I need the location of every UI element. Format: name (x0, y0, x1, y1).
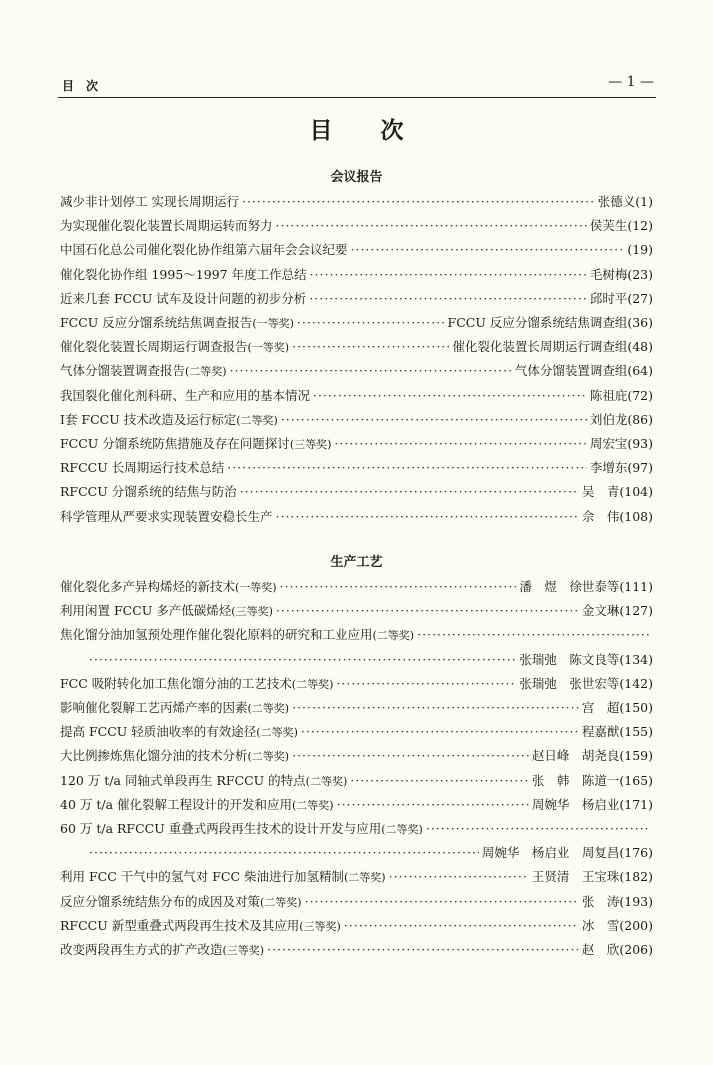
toc-entry-author-page: 张 涛(193) (581, 893, 653, 909)
leader-dots (350, 771, 529, 791)
leader-dots (292, 746, 529, 766)
leader-dots (280, 577, 517, 597)
running-header-label: 目 次 (62, 79, 99, 93)
toc-entry-title: 利用 FCC 干气中的氢气对 FCC 柴油进行加氢精制(二等奖) (60, 869, 386, 885)
toc-entry-award: (三等奖) (299, 919, 341, 933)
toc-entry-author-page: 张德义(1) (597, 194, 653, 209)
toc-entry-author-page: 毛树梅(23) (589, 266, 653, 282)
toc-entry[interactable] (60, 674, 653, 694)
leader-dots (310, 265, 587, 285)
toc-entry-award: (二等奖) (260, 895, 302, 909)
toc-entry[interactable] (60, 795, 653, 815)
toc-entry-author-page: 侯芙生(12) (589, 218, 653, 234)
toc-entry-award: (二等奖) (381, 823, 423, 836)
toc-entry-author-page: 张瑞弛 陈文良等(134) (519, 651, 653, 667)
toc-entry-author-page: 气体分馏装置调查组(64) (514, 363, 653, 379)
toc-entry-author-page: 陈祖庇(72) (589, 387, 653, 403)
toc-entry[interactable] (60, 434, 653, 454)
toc-entry-title: 为实现催化裂化装置长周期运转而努力 (60, 218, 273, 234)
toc-entry[interactable] (60, 289, 653, 309)
page-title: 目次 (309, 118, 452, 144)
toc-entry-title: Ⅰ套 FCCU 技术改造及运行标定(二等奖) (60, 411, 278, 427)
toc-entry-title: FCC 吸附转化加工焦化馏分油的工艺技术(二等奖) (60, 675, 334, 691)
toc-entry[interactable] (60, 386, 653, 406)
leader-dots (313, 386, 587, 406)
toc-entry-title: 反应分馏系统结焦分布的成因及对策(二等奖) (60, 893, 302, 909)
toc-entry-title: 催化裂化协作组 1995～1997 年度工作总结 (60, 266, 307, 282)
leader-dots (240, 482, 579, 502)
leader-dots (242, 192, 595, 212)
toc-entry-award: (二等奖) (236, 413, 278, 427)
toc-entry[interactable] (60, 458, 653, 478)
leader-dots (417, 625, 650, 645)
toc-entry-author-page: 冰 雪(200) (581, 917, 653, 933)
toc-entry-author-page: 催化裂化装置长周期运行调查组(48) (452, 339, 653, 355)
toc-entry-award: (三等奖) (222, 944, 265, 957)
toc-entry[interactable] (60, 601, 653, 621)
toc-entry[interactable] (86, 650, 653, 670)
toc-entry[interactable] (60, 940, 653, 960)
leader-dots (89, 843, 479, 863)
running-header (62, 74, 654, 97)
toc-entry-title: 改变两段再生方式的扩产改造(三等奖) (60, 942, 265, 957)
toc-entry-author-page: 张瑞弛 张世宏等(142) (519, 675, 653, 691)
toc-entry-author-page: 赵日峰 胡尧良(159) (531, 748, 653, 764)
toc-entry-title: 60 万 t/a RFCCU 重叠式两段再生技术的设计开发与应用(二等奖) (60, 821, 423, 836)
leader-dots (230, 361, 512, 381)
toc-entry-author-page: 金文琳(127) (581, 603, 653, 619)
leader-dots (292, 337, 449, 357)
toc-entry[interactable] (60, 722, 653, 742)
toc-entry-award: (二等奖) (247, 750, 290, 764)
leader-dots (389, 867, 529, 887)
page-number: — 1 — (608, 74, 654, 90)
leader-dots (276, 601, 579, 621)
toc-entry-author-page: 赵 欣(206) (581, 942, 653, 957)
toc-entry-author-page: 王贤清 王宝珠(182) (531, 869, 653, 885)
section-title: 会议报告 (330, 170, 383, 185)
toc-entry-author-page: 张 韩 陈道一(165) (531, 772, 653, 788)
toc-entry-award: (二等奖) (344, 871, 386, 885)
toc-entry[interactable] (60, 625, 653, 645)
leader-dots (426, 819, 650, 839)
toc-entry-title: 大比例掺炼焦化馏分油的技术分析(二等奖) (60, 748, 290, 764)
leader-dots (337, 795, 529, 815)
toc-entry-title: 利用闲置 FCCU 多产低碳烯烃(三等奖) (60, 603, 273, 619)
toc-entry-award: (二等奖) (305, 774, 348, 788)
leader-dots (89, 650, 516, 670)
toc-entry-author-page: 周宏宝(93) (589, 436, 653, 451)
toc-entry[interactable] (60, 265, 653, 285)
toc-entry-award: (一等奖) (247, 341, 290, 355)
toc-entry-author-page: 程嘉猷(155) (581, 724, 653, 740)
toc-entry[interactable] (60, 746, 653, 766)
toc-entry-title: RFCCU 分馏系统的结焦与防治 (60, 484, 237, 500)
toc-entry-title: 近来几套 FCCU 试车及设计问题的初步分析 (60, 290, 307, 306)
toc-entry-author-page: 宫 超(150) (581, 700, 653, 715)
header-rule (58, 97, 656, 98)
toc-entry-award: (一等奖) (252, 317, 294, 330)
leader-dots (334, 434, 586, 454)
toc-entry-title: 120 万 t/a 同轴式单段再生 RFCCU 的特点(二等奖) (60, 772, 348, 788)
toc-entry-title: 焦化馏分油加氢预处理作催化裂化原料的研究和工业应用(二等奖) (60, 627, 415, 643)
toc-entry-title: 中国石化总公司催化裂化协作组第六届年会会议纪要 (60, 242, 348, 258)
toc-entry-title: FCCU 分馏系统防焦措施及存在问题探讨(三等奖) (60, 436, 332, 451)
toc-entry[interactable] (60, 916, 653, 936)
leader-dots (292, 698, 579, 718)
toc-entry-award: (二等奖) (256, 726, 298, 740)
toc-entry-award: (三等奖) (231, 605, 273, 619)
toc-entry-author-page: 刘伯龙(86) (589, 411, 653, 427)
toc-entry-author-page: 邱时平(27) (589, 290, 653, 306)
toc-entry-author-page: 佘 伟(108) (581, 508, 653, 524)
toc-entry[interactable] (60, 337, 653, 357)
toc-entry-author-page: (19) (627, 242, 653, 258)
toc-entry[interactable] (60, 867, 653, 887)
section-title: 生产工艺 (330, 555, 383, 570)
toc-entry[interactable] (60, 313, 653, 333)
leader-dots (301, 722, 579, 742)
leader-dots (267, 940, 579, 960)
toc-entry-author-page: 李增东(97) (589, 460, 653, 476)
leader-dots (305, 892, 579, 912)
leader-dots (336, 674, 516, 694)
toc-entry[interactable] (60, 410, 653, 430)
toc-entry-title: FCCU 反应分馏系统结焦调查报告(一等奖) (60, 315, 294, 330)
toc-entry-title: 催化裂化装置长周期运行调查报告(一等奖) (60, 339, 290, 355)
leader-dots (344, 916, 579, 936)
toc-entry[interactable] (60, 771, 653, 791)
toc-entry-award: (二等奖) (291, 677, 334, 691)
toc-entry-author-page: 周婉华 杨启业 周复昌(176) (481, 845, 653, 861)
toc-entry[interactable] (60, 698, 653, 718)
toc-entry-title: 影响催化裂解工艺丙烯产率的因素(二等奖) (60, 700, 290, 715)
toc-entry-author-page: 吴 青(104) (581, 484, 653, 500)
leader-dots (309, 289, 587, 309)
leader-dots (281, 410, 587, 430)
toc-entry[interactable] (60, 192, 653, 212)
toc-entry[interactable] (60, 482, 653, 502)
toc-entry-title: 科学管理从严要求实现装置安稳长生产 (60, 508, 273, 524)
toc-entry-author-page: 潘 煜 徐世泰等(111) (519, 579, 653, 594)
toc-entry-title: 减少非计划停工 实现长周期运行 (60, 194, 239, 209)
toc-entry[interactable] (60, 361, 653, 381)
leader-dots (297, 313, 445, 333)
toc-entry-award: (三等奖) (289, 438, 332, 451)
toc-entry-title: RFCCU 长周期运行技术总结 (60, 460, 225, 476)
toc-entry-title: RFCCU 新型重叠式两段再生技术及其应用(三等奖) (60, 917, 341, 933)
toc-entry-title: 我国裂化催化剂科研、生产和应用的基本情况 (60, 387, 311, 403)
toc-entry-award: (一等奖) (235, 581, 277, 594)
toc-entry-award: (二等奖) (247, 702, 290, 715)
toc-entry[interactable] (60, 240, 653, 260)
leader-dots (227, 458, 587, 478)
toc-entry-title: 40 万 t/a 催化裂解工程设计的开发和应用(二等奖) (60, 796, 334, 812)
toc-entry-title: 催化裂化多产异构烯烃的新技术(一等奖) (60, 579, 277, 594)
leader-dots (351, 240, 625, 260)
toc-entry[interactable] (60, 892, 653, 912)
toc-entry[interactable] (86, 843, 653, 863)
toc-entry-author-page: 周婉华 杨启业(171) (531, 796, 653, 812)
toc-entry-author-page: FCCU 反应分馏系统结焦调查组(36) (447, 315, 653, 330)
toc-entry[interactable] (60, 507, 653, 527)
toc-entry[interactable] (60, 819, 653, 839)
leader-dots (276, 507, 579, 527)
toc-entry-title: 气体分馏装置调查报告(二等奖) (60, 363, 227, 379)
toc-entry-title: 提高 FCCU 轻质油收率的有效途径(二等奖) (60, 724, 298, 740)
toc-entry[interactable] (60, 577, 653, 597)
toc-entry-award: (二等奖) (292, 798, 334, 812)
toc-entry[interactable] (60, 216, 653, 236)
leader-dots (276, 216, 587, 236)
toc-entry-award: (二等奖) (372, 629, 415, 643)
toc-entry-award: (二等奖) (185, 365, 227, 379)
